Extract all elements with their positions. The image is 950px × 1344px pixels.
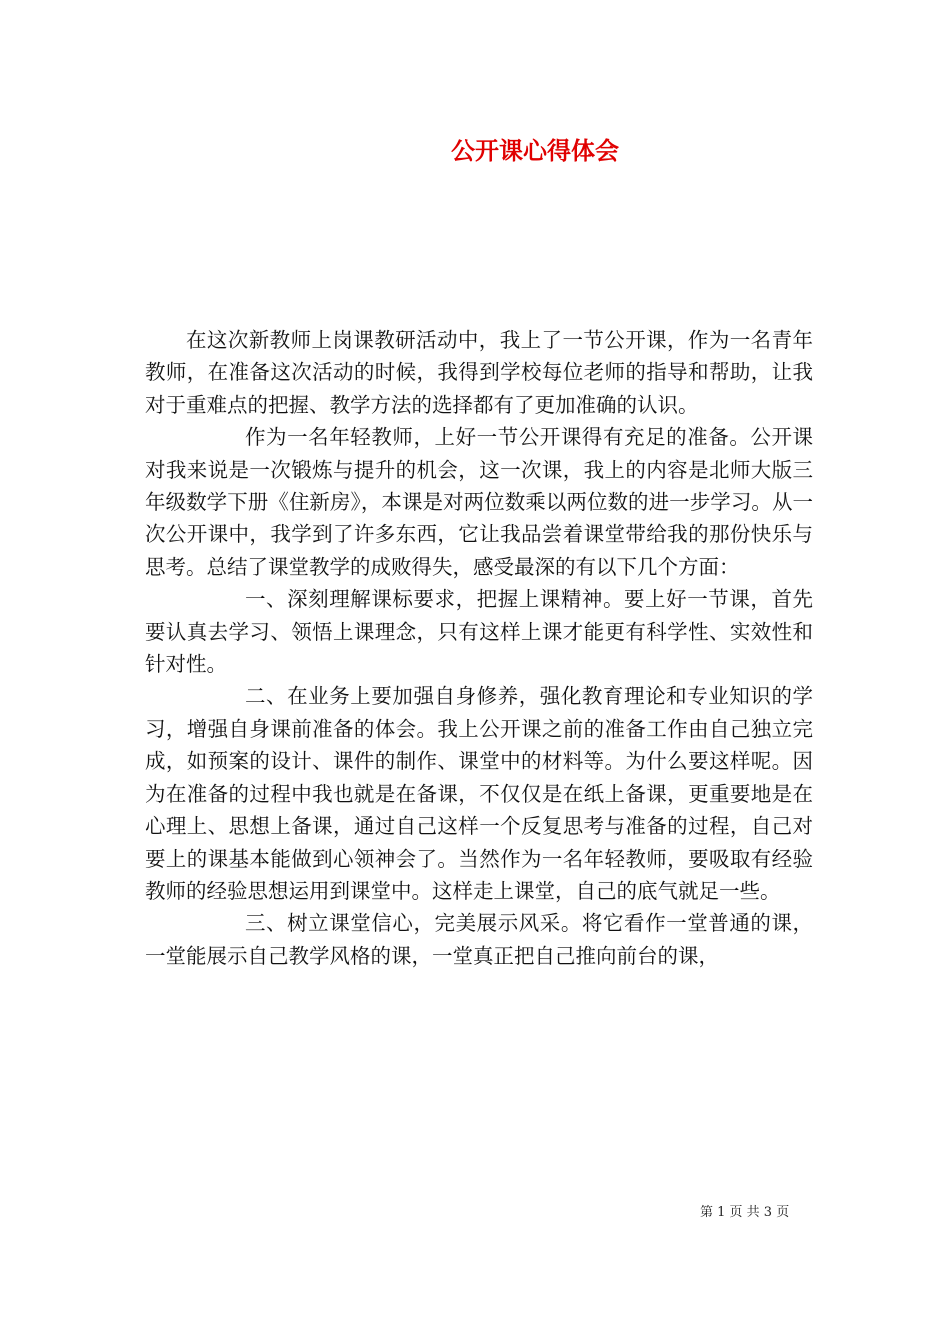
paragraph-point-one: 一、深刻理解课标要求，把握上课精神。要上好一节课，首先要认真去学习、领悟上课理念，只有这样上课才能更有科学性、实效性和针对性。 xyxy=(145,587,813,677)
paragraph-point-two: 二、在业务上要加强自身修养，强化教育理论和专业知识的学习，增强自身课前准备的体会。我上公开课之前的准备工作由自己独立完成，如预案的设计、课件的制作、课堂中的材料等。为什么要这样呢。因为在准备的过程中我也就是在备课，不仅仅是在纸上备课，更重要地是在心理上、思想上备课，通过自己这样一个反复思考与准备的过程，自己对要上的课基本能做到心领神会了。当然作为一名年轻教师，要吸取有经验教师的经验思想运用到课堂中。这样走上课堂，自己的底气就足一些。 xyxy=(145,684,813,903)
paragraph-preparation: 作为一名年轻教师，上好一节公开课得有充足的准备。公开课对我来说是一次锻炼与提升的机会，这一次课，我上的内容是北师大版三年级数学下册《住新房》，本课是对两位数乘以两位数的进一步学习。从一次公开课中，我学到了许多东西，它让我品尝着课堂带给我的那份快乐与思考。总结了课堂教学的成败得失，感受最深的有以下几个方面： xyxy=(145,425,813,579)
document-body xyxy=(145,324,813,972)
page-number-footer: 第 1 页 共 3 页 xyxy=(700,1205,790,1220)
document-title: 公开课心得体会 xyxy=(451,136,619,165)
paragraph-point-three: 三、树立课堂信心，完美展示风采。将它看作一堂普通的课，一堂能展示自己教学风格的课，一堂真正把自己推向前台的课， xyxy=(145,911,813,968)
paragraph-intro: 在这次新教师上岗课教研活动中，我上了一节公开课，作为一名青年教师，在准备这次活动的时候，我得到学校每位老师的指导和帮助，让我对于重难点的把握、教学方法的选择都有了更加准确的认识。 xyxy=(145,328,813,417)
